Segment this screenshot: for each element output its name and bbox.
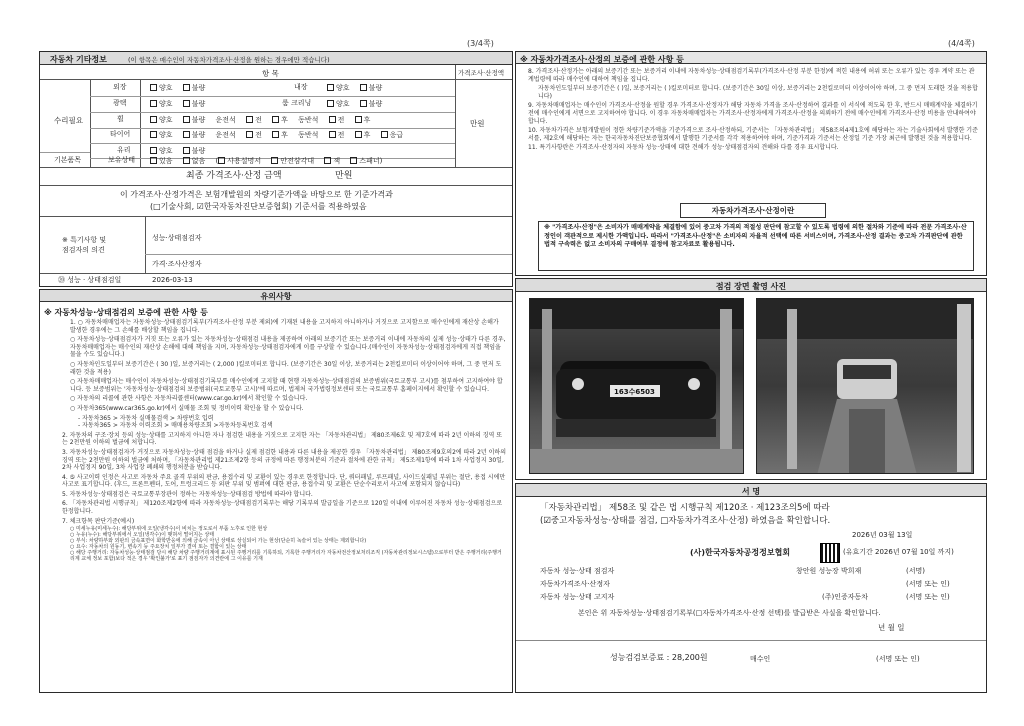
notice-items bbox=[62, 319, 506, 563]
row-label-exterior: 외장 bbox=[113, 83, 127, 91]
signature-org: (사)한국자동차공정정보협회 bbox=[690, 548, 791, 557]
checkbox-tire-spare[interactable] bbox=[381, 131, 388, 138]
inspection-date-label: ⑳ 성능 · 상태점검일 bbox=[58, 276, 122, 284]
notice-item: 3. 자동차성능·상태점검자가 거짓으로 자동차성능·상태 점검을 하거나 실제 점검한 내용과 다른 내용을 제공한 경우 「자동차관리법」 제80조제9호의2에 따라 2년 이하의 징역 또는 2천만원 이하의 벌금에 처하며, 「자동차관리법 제21조제2항 등의 규정에 따른 행정처분의 기준과 절차에 관한 규칙」 제5조제1항에 따라 1차 사업정지 30일, 2차 사업정지 90일, 3차 사업장 폐쇄의 행정처분을 받습니다. bbox=[62, 448, 506, 472]
appraisal-guarantee-title: ※ 자동차가격조사·산정의 보증에 관한 사항 등 bbox=[520, 55, 684, 64]
signature-date: 2026년 03월 13일 bbox=[852, 531, 913, 539]
other-info-section bbox=[39, 51, 513, 287]
wheel-options: 양호 불량 운전석 전 후 동반석 전 후 bbox=[150, 116, 378, 124]
rear-car-illustration bbox=[757, 299, 974, 474]
tire-options: 양호 불량 운전석 전 후 동반석 전 후 응급 bbox=[150, 131, 411, 139]
signature-line-2: (☑중고자동차성능·상태를 점검, □자동차가격조사·산정) 하였음을 확인합니다. bbox=[540, 516, 831, 526]
checkbox-tire-bad[interactable] bbox=[183, 131, 190, 138]
special-notes-label-1: ※ 특기사항 및 bbox=[62, 236, 107, 244]
notice-item: ○ 자동차인도일부터 보증기간은 ( 30 )일, 보증거리는 ( 2,000 )킬로미터로 합니다. (보증기간은 30일 이상, 보증거리는 2천킬로미터 이상이어야 하며, 그 중 먼저 도래한 것을 적용) bbox=[70, 360, 502, 376]
row-label-wheel: 휠 bbox=[117, 115, 124, 123]
interior-options: 양호 불량 bbox=[327, 84, 390, 92]
inspection-fee: 성능검검보증료 : 28,200원 bbox=[610, 653, 708, 662]
special-notes-label-2: 점검자의 의견 bbox=[62, 246, 105, 254]
row-label-gloss: 광택 bbox=[113, 99, 127, 107]
inspection-photo-rear bbox=[756, 298, 974, 474]
notice-item: - 자동차365 > 자동차 실매물검색 > 차량번호 입력 bbox=[78, 414, 214, 422]
checkbox-gloss-good[interactable] bbox=[150, 100, 157, 107]
signer-sign: (서명 또는 인) bbox=[906, 593, 950, 601]
checkbox-manual[interactable] bbox=[218, 157, 225, 164]
photo-header bbox=[516, 279, 986, 292]
signature-header bbox=[516, 484, 986, 497]
checkbox-wheel-driver-front[interactable] bbox=[246, 116, 253, 123]
won-unit: 만원 bbox=[470, 119, 485, 128]
notice-item: 6. 「자동차관리법 시행규칙」 제120조제2항에 따라 자동차성능·상태점검기록부는 해당 기록부의 발급일을 기준으로 120일 이내에 이루어진 자동차 성능·상태점검으로 한정합니다. bbox=[62, 500, 503, 516]
checkbox-interior-bad[interactable] bbox=[360, 84, 367, 91]
checkbox-room-good[interactable] bbox=[327, 100, 334, 107]
checkbox-wheel-passenger-rear[interactable] bbox=[355, 116, 362, 123]
notice-title: 유의사항 bbox=[260, 292, 292, 301]
notice-item: ○ 자동차365(www.car365.go.kr)에서 실매물 조회 및 정비이력 확인을 할 수 있습니다. bbox=[70, 404, 304, 412]
signer-name: 창안원 성능장 박희재 bbox=[796, 567, 862, 575]
checkbox-tire-driver-front[interactable] bbox=[246, 131, 253, 138]
page-number-left: (3/4쪽) bbox=[467, 39, 494, 48]
buyer-sign: (서명 또는 인) bbox=[876, 655, 920, 663]
checkbox-triangle[interactable] bbox=[271, 157, 278, 164]
checkbox-gloss-bad[interactable] bbox=[183, 100, 190, 107]
signer-sign: (서명) bbox=[906, 567, 925, 575]
signature-validity: (유효기간 2026년 07월 10일 까지) bbox=[843, 548, 954, 556]
notice-item: 2. 자동차의 구조·장치 등의 성능·상태를 고지하지 아니한 자나 점검한 내용을 거짓으로 고지한 자는 「자동차관리법」 제80조제6호 및 제7호에 따라 2년 이하의 징역 또는 2천만원 이하의 벌금에 처합니다. bbox=[62, 431, 503, 447]
appraisal-definition-text: ※ "가격조사·산정"은 소비자가 매매계약을 체결함에 있어 중고차 가격의 적절성 판단에 참고할 수 있도록 법령에 의한 절차와 기준에 따라 전문 가격조사·산정인이 객관적으로 제시한 가액입니다. 따라서 "가격조사·산정"은 소비자의 자율적 선택에 따른 서비스이며, 가격조사·산정 결과는 중고차 가격판단에 관한 법적 구속력은 없고 소비자의 구매여부 결정에 참고자료로 활용됩니다. bbox=[544, 224, 967, 248]
signer-label: 자동차가격조사·산정자 bbox=[540, 580, 610, 588]
checkbox-basic-have[interactable] bbox=[150, 157, 157, 164]
other-info-note: (이 항목은 매수인이 자동차가격조사·산정을 원하는 경우에만 적습니다) bbox=[128, 56, 330, 64]
final-price-unit: 만원 bbox=[335, 171, 353, 181]
checkbox-exterior-good[interactable] bbox=[150, 84, 157, 91]
qr-code-icon bbox=[820, 543, 840, 563]
signer-label: 자동차 성능·상태 고지자 bbox=[540, 593, 615, 601]
row-label-room-cleaning: 룸 크리닝 bbox=[282, 99, 312, 107]
checkbox-glass-bad[interactable] bbox=[183, 147, 190, 154]
price-column-header: 가격조사·산정액 bbox=[458, 69, 505, 77]
appraisal-item: 11. 특기사항란은 가격조사·산정자의 자동차 성능·상태에 대한 견해가 성능·상태점검자의 견해와 다를 경우 표시합니다. bbox=[528, 144, 839, 152]
notice-item: 4. ⑤ 사고이력 인정은 사고로 자동차 주요 골격 부위의 판금, 용접수리 및 교환이 있는 경우로 한정합니다. 단, 쿼터패널, 루프패널, 사이드실패널 부위는 절단, 용접 시에만 사고로 표기합니다. (후드, 프론트펜더, 도어, 트렁크리드 등 외판 부위 및 범퍼에 대한 판금, 용접수리 및 교환은 단순수리로서 사고에 포함되지 않습니다) bbox=[62, 473, 506, 489]
appraisal-guarantee-header bbox=[516, 52, 986, 64]
signer-label: 자동차 성능·상태 점검자 bbox=[540, 567, 615, 575]
notice-item: ○ 자동차의 리콜에 관한 사항은 자동차리콜센터(www.car.go.kr)에서 확인할 수 있습니다. bbox=[70, 395, 308, 403]
buyer-label: 매수인 bbox=[750, 655, 771, 663]
signer-sign: (서명 또는 인) bbox=[906, 580, 950, 588]
notice-item: - 자동차365 > 자동차 이력조회 > 매매용차량조회 >자동차등록번호 검색 bbox=[78, 422, 273, 430]
signature-line-1: 「자동차관리법」 제58조 및 같은 법 시행규칙 제120조 · 제123조의5에 따라 bbox=[540, 503, 830, 513]
checkbox-exterior-bad[interactable] bbox=[183, 84, 190, 91]
appraisal-item: 자동차인도일부터 보증기간은 ( )일, 보증거리는 ( )킬로미터로 합니다. (보증기간은 30일 이상, 보증거리는 2천킬로미터 이상이어야 하며, 그 중 먼저 도래한 것을 적용합니다) bbox=[538, 85, 978, 100]
repair-needed-label: 수리필요 bbox=[54, 116, 83, 125]
checkbox-jack[interactable] bbox=[324, 157, 331, 164]
row-label-tire: 타이어 bbox=[110, 130, 131, 138]
inspection-photo-front bbox=[529, 298, 744, 474]
signature-title: 서 명 bbox=[741, 487, 761, 496]
basic-items-options: 있음 없음 ( 사용설명서 안전삼각대 잭 스패너) bbox=[150, 157, 382, 165]
basis-line-2: (□기술사회, ☑한국자동차진단보증협회) 기준서를 적용하였음 bbox=[150, 202, 367, 211]
checkbox-tire-driver-rear[interactable] bbox=[272, 131, 279, 138]
row-label-interior: 내장 bbox=[294, 83, 308, 91]
room-cleaning-options: 양호 불량 bbox=[327, 100, 390, 108]
checkbox-glass-good[interactable] bbox=[150, 147, 157, 154]
notice-section-title: ※ 자동차성능·상태점검의 보증에 관한 사항 등 bbox=[44, 308, 208, 317]
special-notes-inspector: 성능·상태점검자 bbox=[152, 234, 202, 242]
checkbox-tire-good[interactable] bbox=[150, 131, 157, 138]
notice-item: ○ 자동차매매업자는 매수인이 자동차성능·상태점검기록부를 매수인에게 고지할 때 현행 자동차성능·상태점검의 보증범위(국토교통부 고시)를 첨부하여 고지하여야 합니다. 등 보증범위는 '자동차성능·상태점검의 보증범위(국토교통부 고시)'에 따르며, 법제처 국가법령정보센터 또는 국토교통부 홈페이지에서 확인할 수 있습니다. bbox=[70, 378, 503, 393]
row-label-glass: 유리 bbox=[117, 146, 131, 154]
receipt-date: 년 월 일 bbox=[878, 623, 905, 632]
inspection-date-value: 2026-03-13 bbox=[152, 276, 193, 284]
item-column-header: 항 목 bbox=[262, 69, 279, 78]
appraisal-item: 9. 자동차매매업자는 매수인이 가격조사·산정을 원할 경우 가격조사·산정자가 해당 자동차 가격을 조사·산정하여 결과를 이 서식에 적도록 한 후, 반드시 매매계약을 체결하기 전에 매수인에게 서면으로 고지하여야 합니다. 이 경우 자동차매매업자는 가격조사·산정자에게 가격조사·산정을 의뢰하기 전에 매수인에게 가격조사·산정 비용을 안내하여야 합니다. bbox=[528, 102, 978, 125]
appraisal-items bbox=[528, 68, 978, 154]
checkbox-wheel-driver-rear[interactable] bbox=[272, 116, 279, 123]
notice-item: ○ 자동차성능·상태점검자가 거짓 또는 오류가 있는 자동차성능·상태점검 내용을 제공하여 아래의 보증기간 또는 보증거리 이내에 자동차의 실제 성능·상태가 다른 경우, 자동차매매업자는 매수인의 재산상 손해에 대해 책임을 지며, 자동차성능·상태점검자에게 이를 구상할 수 있습니다.(매수인이 자동차성능·상태점검자에게 직접 책임을 물을 수도 있습니다.) bbox=[70, 336, 506, 359]
criteria-item: ○ 부식: 차량하부와 외판의 금속표면이 화학반응에 의해 금속이 아닌 상태로 상실되어 가는 현상(단순히 녹슬어 있는 상태는 제외합니다) bbox=[70, 538, 367, 545]
special-notes-appraiser: 가격·조사산정자 bbox=[152, 260, 202, 268]
checkbox-tire-passenger-rear[interactable] bbox=[355, 131, 362, 138]
basic-items-label: 기본품목 bbox=[54, 156, 82, 164]
page-number-right: (4/4쪽) bbox=[948, 39, 975, 48]
other-info-title: 자동차 기타정보 bbox=[50, 55, 107, 64]
checkbox-basic-none[interactable] bbox=[183, 157, 190, 164]
basic-items-sub: 보유상태 bbox=[108, 156, 136, 164]
notice-item: 7. 체크항목 판단기준(예시) bbox=[62, 517, 135, 525]
criteria-item: ○ 해당 주행거리: 자동차성능·상태점검 당시 해당 차량 주행거리계에 표시된 주행거리를 기록하되, 기록한 주행거리가 자동차전산정보처리조직 (자동차관리정보시스템)으로부터 받은 주행거리(주행거리계 교체 정보 포함)보다 적은 경우 '확인불가'로 표기 점검자가 의견란에 그 이유를 기재 bbox=[70, 550, 502, 563]
exterior-options: 양호 불량 bbox=[150, 84, 213, 92]
checkbox-tire-passenger-front[interactable] bbox=[329, 131, 336, 138]
checkbox-wheel-passenger-front[interactable] bbox=[329, 116, 336, 123]
license-plate: 163수6503 bbox=[614, 388, 655, 396]
notice-item: 5. 자동차성능·상태점검은 국토교통부장관이 정하는 자동차성능·상태점검 방법에 따라야 합니다. bbox=[62, 490, 313, 498]
appraisal-item: 8. 가격조사·산정가는 아래의 보증기간 또는 보증거리 이내에 자동차성능·상태점검기록부(가격조사·산정 부분 한정)에 적힌 내용에 허위 또는 오류가 있는 경우 계약 또는 관계법령에 따라 매수인에 대하여 책임을 집니다. bbox=[528, 68, 975, 83]
signer-name: (주)인증자동차 bbox=[822, 593, 869, 601]
final-price-label: 최종 가격조사·산정 금액 bbox=[186, 171, 282, 181]
appraisal-item: 10. 자동차가격은 보험개발원이 정한 차량기준가액을 기준가격으로 조사·산정하되, 기준서는 「자동차관리법」 제58조의4제1호에 해당하는 자는 기술사회에서 발행한 기준서를, 제2호에 해당하는 자는 한국자동차진단보증협회에서 발행한 기준서를 각각 적용하여야 하며, 기준가격과 기준서는 산정일 기준 가장 최근에 발행된 것을 적용합니다. bbox=[528, 127, 978, 142]
notice-item: 1. ○ 자동차매매업자는 자동차성능·상태점검기록부(가격조사·산정 부분 제외)에 기재된 내용을 고지하지 아니하거나 거짓으로 고지함으로 매수인에게 재산상 손해가 발생한 경우에는 그 손해를 배상할 책임을 집니다. bbox=[70, 319, 499, 334]
checkbox-wheel-good[interactable] bbox=[150, 116, 157, 123]
checkbox-spanner[interactable] bbox=[350, 157, 357, 164]
basis-line-1: 이 가격조사·산정가격은 보험개발원의 차량기준가액을 바탕으로 한 기준가격과 bbox=[120, 190, 393, 199]
photo-title: 점검 장면 촬영 사진 bbox=[715, 282, 787, 291]
appraisal-definition-box-title: 자동차가격조사·산정이란 bbox=[680, 203, 826, 218]
checkbox-interior-good[interactable] bbox=[327, 84, 334, 91]
checkbox-room-bad[interactable] bbox=[360, 100, 367, 107]
criteria-item: ○ 요수: 자동차의 원동기, 변속기 등 주요장치 일부가 결여 또는 결함이 있는 상태 bbox=[70, 544, 247, 551]
notice-header bbox=[40, 290, 512, 302]
criteria-item: ○ 미세누유(미세누수): 해당부위에 오일(냉각수)이 비치는 정도로서 부품 노후로 인한 현상 bbox=[70, 526, 268, 533]
other-info-header bbox=[40, 52, 512, 65]
checkbox-wheel-bad[interactable] bbox=[183, 116, 190, 123]
receipt-statement: 본인은 위 자동차성능·상태점검기록부(□자동차가격조사·산정 선택)를 발급받은 사실을 확인합니다. bbox=[578, 609, 881, 617]
glass-options: 양호 불량 bbox=[150, 147, 213, 155]
gloss-options: 양호 불량 bbox=[150, 100, 213, 108]
criteria-item: ○ 누유(누수): 해당부위에서 오일(냉각수)이 맺혀서 떨어지는 상태 bbox=[70, 532, 215, 539]
